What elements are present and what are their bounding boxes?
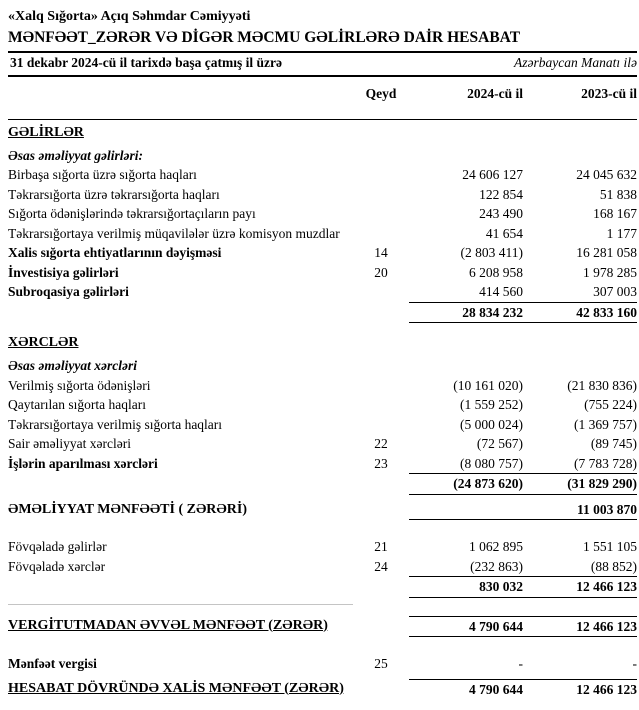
row-note-ref xyxy=(353,679,409,710)
row-label: XƏRCLƏR xyxy=(8,335,79,350)
row-value-2024: (5 000 024) xyxy=(460,416,523,432)
company-name: «Xalq Sığorta» Açıq Səhmdar Cəmiyyəti xyxy=(8,9,251,24)
table-row xyxy=(8,376,637,396)
row-value-2024: 28 834 232 xyxy=(462,304,523,320)
row-amounts xyxy=(409,224,637,244)
table-row xyxy=(8,576,637,598)
row-amounts xyxy=(409,654,637,674)
table-row xyxy=(8,146,637,166)
row-value-2023: 12 466 123 xyxy=(576,579,637,594)
row-value-2023 xyxy=(523,520,637,537)
row-label xyxy=(8,302,353,324)
table-row xyxy=(8,120,637,146)
row-note-ref: 23 xyxy=(374,455,388,471)
row-label: Birbaşa sığorta üzrə sığorta haqları xyxy=(8,167,197,182)
row-value-2023: (31 829 290) xyxy=(567,476,637,491)
row-value-2023: (89 745) xyxy=(590,436,637,451)
table-row xyxy=(8,263,637,283)
row-value-2023 xyxy=(523,146,637,166)
row-value-2024 xyxy=(409,500,523,520)
row-value-2024: (8 080 757) xyxy=(460,455,523,471)
row-label: Qaytarılan sığorta haqları xyxy=(8,397,146,412)
row-amounts xyxy=(409,185,637,205)
table-row xyxy=(8,679,637,710)
row-label: VERGİTUTMADAN ƏVVƏL MƏNFƏƏT (ZƏRƏR) xyxy=(8,617,328,633)
period-row xyxy=(8,53,637,77)
row-value-2023: 11 003 870 xyxy=(576,501,637,517)
row-value-2024 xyxy=(409,356,523,376)
report-title: MƏNFƏƏT_ZƏRƏR VƏ DİGƏR MƏCMU GƏLİRLƏRƏ DAİR HESABAT xyxy=(8,29,521,46)
row-note-ref xyxy=(353,204,409,224)
row-note-ref: 14 xyxy=(374,245,388,260)
row-amounts xyxy=(409,263,637,283)
row-value-2024: 4 790 644 xyxy=(469,681,523,697)
row-amounts xyxy=(409,598,637,611)
row-note-ref xyxy=(353,146,409,166)
row-value-2023: (21 830 836) xyxy=(567,377,637,393)
table-row xyxy=(8,598,637,611)
row-note-ref xyxy=(353,576,409,598)
row-label xyxy=(8,576,353,598)
column-header-note: Qeyd xyxy=(365,86,397,101)
row-label xyxy=(8,473,353,495)
row-label: ƏMƏLİYYAT MƏNFƏƏTİ ( ZƏRƏRİ) xyxy=(8,501,247,517)
table-row xyxy=(8,537,637,557)
row-value-2023: 1 978 285 xyxy=(583,264,637,280)
row-value-2024: 830 032 xyxy=(479,579,523,594)
row-note-ref xyxy=(353,165,409,185)
row-amounts xyxy=(409,434,637,454)
row-note-ref xyxy=(353,415,409,435)
row-amounts xyxy=(409,473,637,495)
currency-note: Azərbaycan Manatı ilə xyxy=(514,55,637,70)
row-note-ref xyxy=(353,637,409,654)
row-amounts xyxy=(409,616,637,638)
row-label: Fövqəladə gəlirlər xyxy=(8,539,107,554)
row-label: Təkrarsığortaya verilmiş müqavilələr üzrə komisyon muzdlar xyxy=(8,225,340,241)
table-row xyxy=(8,165,637,185)
row-note-ref: 22 xyxy=(374,436,388,451)
column-headers xyxy=(8,77,637,104)
row-value-2024: 414 560 xyxy=(479,284,523,299)
row-amounts xyxy=(409,204,637,224)
row-value-2024: 24 606 127 xyxy=(462,167,523,182)
row-amounts xyxy=(409,637,637,654)
row-label: Mənfəət vergisi xyxy=(8,656,97,671)
row-value-2023: 1 551 105 xyxy=(583,539,637,554)
row-note-ref xyxy=(353,185,409,205)
row-amounts xyxy=(409,395,637,415)
row-note-ref xyxy=(353,473,409,495)
table-row xyxy=(8,395,637,415)
row-amounts xyxy=(409,537,637,557)
table-row xyxy=(8,500,637,521)
row-amounts xyxy=(409,243,637,263)
row-value-2023: (88 852) xyxy=(590,558,637,574)
row-amounts xyxy=(409,679,637,710)
row-value-2024: 41 654 xyxy=(485,225,523,241)
row-note-ref xyxy=(353,520,409,537)
row-value-2024 xyxy=(409,333,523,356)
row-note-ref xyxy=(353,224,409,244)
row-label xyxy=(8,520,353,537)
row-amounts xyxy=(409,576,637,598)
row-label: İnvestisiya gəlirləri xyxy=(8,264,119,280)
row-value-2023: 24 045 632 xyxy=(576,167,637,182)
row-label: Xalis sığorta ehtiyatlarının dəyişməsi xyxy=(8,245,222,260)
column-header-spacer xyxy=(8,84,353,104)
row-value-2024: (10 161 020) xyxy=(453,377,523,393)
row-amounts xyxy=(409,454,637,474)
row-value-2023 xyxy=(523,598,637,611)
row-value-2023: 16 281 058 xyxy=(576,245,637,260)
table-row xyxy=(8,243,637,263)
row-note-ref xyxy=(353,598,409,611)
table-row xyxy=(8,557,637,577)
row-label xyxy=(8,637,353,654)
row-value-2023 xyxy=(523,123,637,146)
row-amounts xyxy=(409,123,637,146)
row-value-2024: - xyxy=(518,656,523,671)
row-label: Əsas əməliyyat gəlirləri: xyxy=(8,147,143,163)
row-value-2024: 122 854 xyxy=(479,186,523,202)
row-amounts xyxy=(409,557,637,577)
row-value-2023: 42 833 160 xyxy=(576,304,637,320)
table-row xyxy=(8,454,637,474)
row-note-ref: 25 xyxy=(374,656,388,671)
row-label: Təkrarsığorta üzrə təkrarsığorta haqları xyxy=(8,186,220,202)
row-value-2023: 168 167 xyxy=(593,206,637,221)
table-row xyxy=(8,204,637,224)
row-amounts xyxy=(409,146,637,166)
row-note-ref xyxy=(353,123,409,146)
row-note-ref: 21 xyxy=(374,539,388,554)
row-note-ref xyxy=(353,500,409,521)
row-note-ref xyxy=(353,333,409,356)
row-amounts xyxy=(409,333,637,356)
row-value-2024: (72 567) xyxy=(476,436,523,451)
row-amounts xyxy=(409,165,637,185)
table-row xyxy=(8,415,637,435)
row-note-ref xyxy=(353,302,409,324)
row-value-2023: (7 783 728) xyxy=(574,455,637,471)
row-amounts xyxy=(409,500,637,521)
row-label: Sair əməliyyat xərcləri xyxy=(8,436,131,451)
row-value-2024: 4 790 644 xyxy=(469,618,523,634)
column-header-2024: 2024-cü il xyxy=(467,86,523,101)
table-row xyxy=(8,473,637,495)
table-row xyxy=(8,520,637,537)
row-value-2024: (1 559 252) xyxy=(460,397,523,412)
row-value-2024: (2 803 411) xyxy=(460,245,523,260)
row-note-ref xyxy=(353,616,409,638)
row-value-2024: 1 062 895 xyxy=(469,539,523,554)
row-value-2023: (1 369 757) xyxy=(574,416,637,432)
row-value-2023: 12 466 123 xyxy=(576,681,637,697)
row-amounts xyxy=(409,302,637,324)
row-label xyxy=(8,598,353,605)
row-label: İşlərin aparılması xərcləri xyxy=(8,455,158,471)
column-header-amounts xyxy=(409,84,637,104)
row-value-2024 xyxy=(409,146,523,166)
row-value-2023 xyxy=(523,356,637,376)
column-header-2023: 2023-cü il xyxy=(581,86,637,101)
row-value-2023: 307 003 xyxy=(593,284,637,299)
table-row xyxy=(8,302,637,324)
row-value-2023: 1 177 xyxy=(606,225,637,241)
row-note-ref xyxy=(353,376,409,396)
row-label: Fövqəladə xərclər xyxy=(8,558,106,574)
row-value-2024: 243 490 xyxy=(479,206,523,221)
table-row xyxy=(8,356,637,376)
row-amounts xyxy=(409,415,637,435)
row-note-ref: 20 xyxy=(374,264,388,280)
row-note-ref xyxy=(353,356,409,376)
row-note-ref xyxy=(353,395,409,415)
table-row xyxy=(8,616,637,638)
row-label: Əsas əməliyyat xərcləri xyxy=(8,358,137,373)
row-note-ref xyxy=(353,282,409,302)
table-row xyxy=(8,282,637,302)
row-note-ref: 24 xyxy=(374,558,388,574)
row-value-2024: (232 863) xyxy=(470,558,523,574)
row-label: GƏLİRLƏR xyxy=(8,124,84,140)
row-label: Təkrarsığortaya verilmiş sığorta haqları xyxy=(8,416,223,432)
row-value-2023 xyxy=(523,637,637,654)
row-label: Verilmiş sığorta ödənişləri xyxy=(8,377,151,393)
row-value-2023: (755 224) xyxy=(584,397,637,412)
row-amounts xyxy=(409,282,637,302)
row-value-2023: 51 838 xyxy=(599,186,637,202)
row-amounts xyxy=(409,520,637,537)
row-value-2024 xyxy=(409,123,523,146)
row-value-2024: (24 873 620) xyxy=(453,476,523,491)
table-row xyxy=(8,637,637,654)
row-value-2024: 6 208 958 xyxy=(469,264,523,280)
row-amounts xyxy=(409,356,637,376)
row-label: HESABAT DÖVRÜNDƏ XALİS MƏNFƏƏT (ZƏRƏR) xyxy=(8,680,344,696)
row-value-2023: - xyxy=(632,656,637,671)
table-row xyxy=(8,434,637,454)
table-row xyxy=(8,224,637,244)
table-row xyxy=(8,654,637,674)
row-value-2024 xyxy=(409,598,523,611)
row-value-2023 xyxy=(523,333,637,356)
row-amounts xyxy=(409,376,637,396)
period-label: 31 dekabr 2024-cü il tarixdə başa çatmış il üzrə xyxy=(10,55,282,70)
table-row xyxy=(8,330,637,356)
row-label: Subroqasiya gəlirləri xyxy=(8,284,129,299)
row-value-2023: 12 466 123 xyxy=(576,618,637,634)
report-table-body xyxy=(8,120,637,710)
table-row xyxy=(8,185,637,205)
row-label: Sığorta ödənişlərində təkrarsığortaçıların payı xyxy=(8,206,256,221)
row-value-2024 xyxy=(409,520,523,537)
row-value-2024 xyxy=(409,637,523,654)
